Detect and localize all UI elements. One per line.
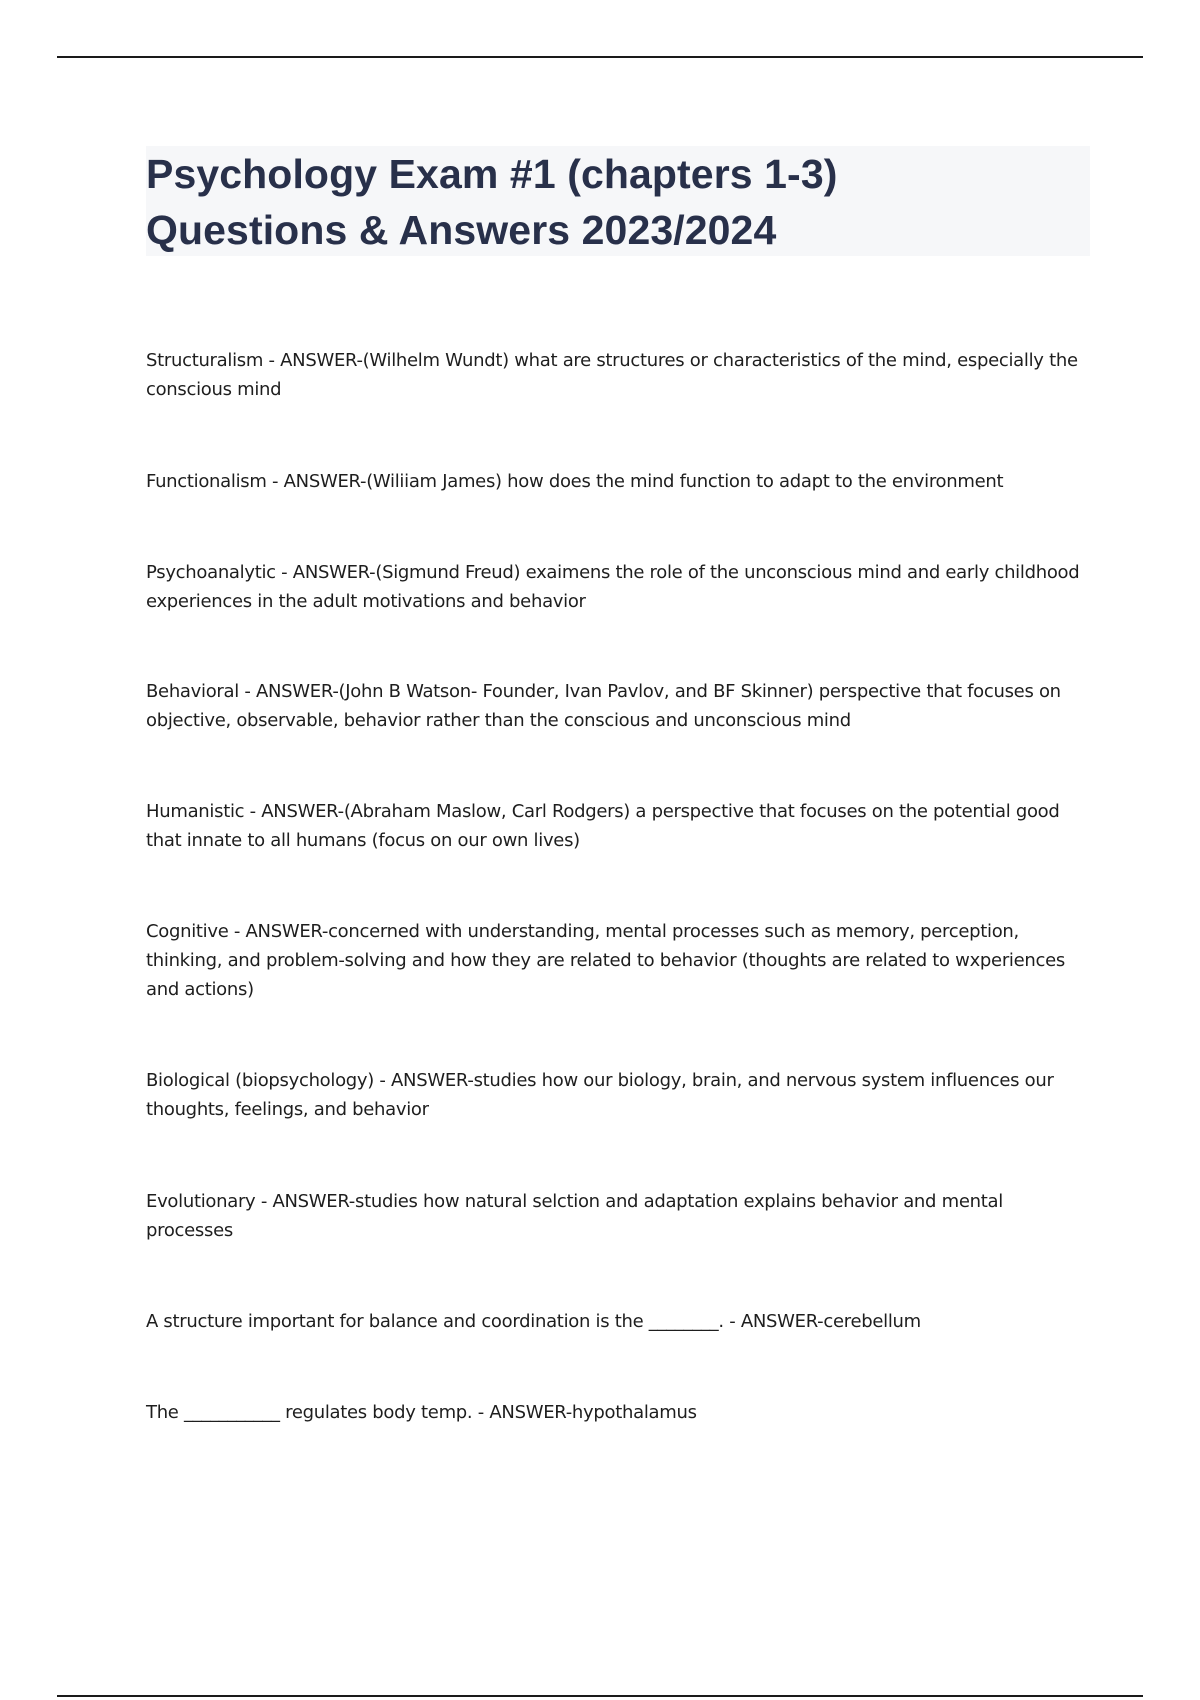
qa-item-functionalism: Functionalism - ANSWER-(Wiliiam James) how does the mind function to adapt to the environment [146, 471, 1004, 492]
title-line-2: Questions & Answers 2023/2024 [146, 207, 777, 253]
document-title [146, 146, 1090, 258]
qa-item-psychoanalytic: Psychoanalytic - ANSWER-(Sigmund Freud) exaimens the role of the unconscious mind and early childhood experiences in the adult motivations and behavior [146, 562, 1080, 612]
bottom-rule [57, 1695, 1143, 1697]
qa-item-structuralism: Structuralism - ANSWER-(Wilhelm Wundt) what are structures or characteristics of the mind, especially the conscious mind [146, 350, 1078, 400]
qa-item-hypothalamus: The ___________ regulates body temp. - ANSWER-hypothalamus [146, 1402, 697, 1423]
qa-item-biological: Biological (biopsychology) - ANSWER-studies how our biology, brain, and nervous system influences our thoughts, feelings, and behavior [146, 1070, 1054, 1120]
qa-item-evolutionary: Evolutionary - ANSWER-studies how natural selction and adaptation explains behavior and mental processes [146, 1191, 1003, 1241]
qa-item-cognitive: Cognitive - ANSWER-concerned with understanding, mental processes such as memory, perception, thinking, and problem-solving and how they are related to behavior (thoughts are related to wxperiences and actions) [146, 921, 1065, 1000]
title-block [146, 146, 1090, 256]
top-rule [57, 56, 1143, 58]
qa-item-behavioral: Behavioral - ANSWER-(John B Watson- Founder, Ivan Pavlov, and BF Skinner) perspective that focuses on objective, observable, behavior rather than the conscious and unconscious mind [146, 681, 1061, 731]
qa-item-cerebellum: A structure important for balance and coordination is the ________. - ANSWER-cerebellum [146, 1311, 921, 1332]
title-line-1: Psychology Exam #1 (chapters 1-3) [146, 151, 838, 197]
qa-item-humanistic: Humanistic - ANSWER-(Abraham Maslow, Carl Rodgers) a perspective that focuses on the potential good that innate to all humans (focus on our own lives) [146, 801, 1060, 851]
